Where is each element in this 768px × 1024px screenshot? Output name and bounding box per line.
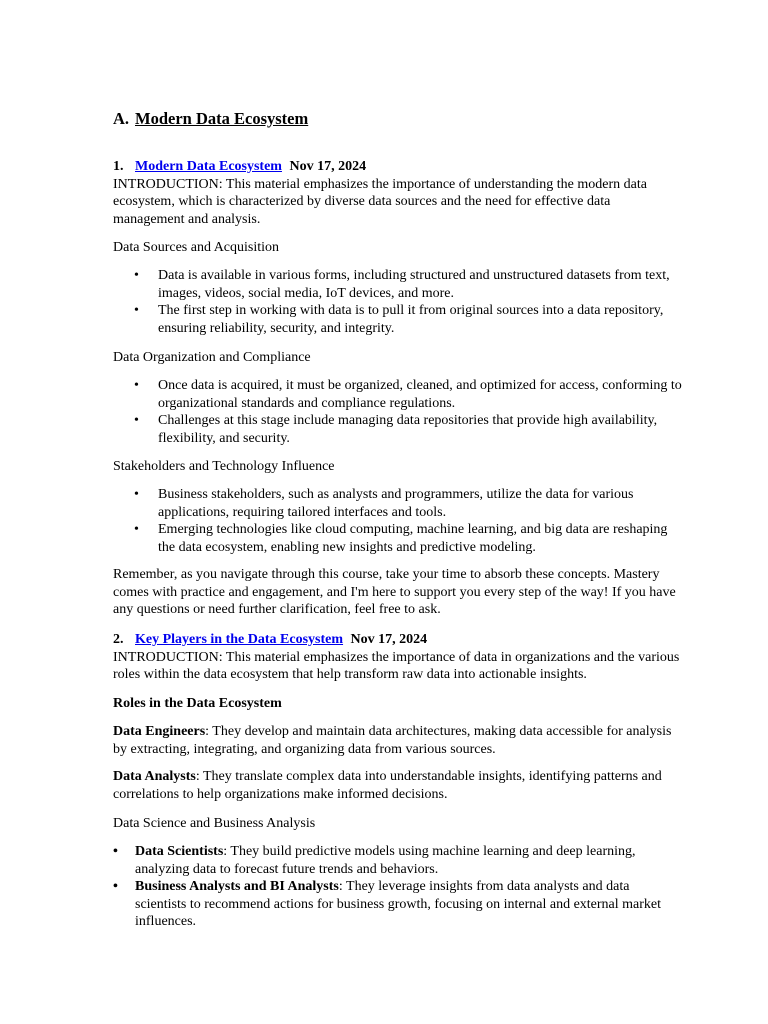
group-1-list bbox=[113, 267, 683, 337]
item-1 bbox=[113, 158, 683, 228]
list-item: • Data Scientists: They build predictive models using machine learning and deep learning, analyzing data to forecast future trends and behaviors. bbox=[113, 844, 636, 877]
group-1-heading: Data Sources and Acquisition bbox=[113, 240, 280, 255]
item-2 bbox=[113, 631, 683, 684]
list-item: • Challenges at this stage include managing data repositories that provide high availability, flexibility, and security. bbox=[134, 413, 658, 446]
science-list bbox=[113, 843, 683, 931]
item-2-link[interactable]: Key Players in the Data Ecosystem bbox=[135, 632, 344, 647]
item-1-number: 1. bbox=[113, 159, 124, 174]
item-2-intro: INTRODUCTION: This material emphasizes the importance of data in organizations and the various roles within the data ecosystem that help transform raw data into actionable insights. bbox=[113, 649, 680, 683]
list-item: • The first step in working with data is to pull it from original sources into a data repository, ensuring reliability, security, and integrity. bbox=[134, 303, 664, 336]
item-1-closing: Remember, as you navigate through this course, take your time to absorb these concepts. Mastery comes with practice and engagement, and I'm here to support you every step of the way! If you have any questions or need further clarification, feel free to ask. bbox=[113, 567, 676, 618]
role-data-analysts: Data Analysts: They translate complex data into understandable insights, identifying patterns and correlations to help organizations make informed decisions. bbox=[113, 769, 662, 802]
section-title: Modern Data Ecosystem bbox=[135, 109, 309, 128]
science-heading: Data Science and Business Analysis bbox=[113, 816, 316, 831]
section-heading bbox=[113, 109, 308, 129]
list-item: • Once data is acquired, it must be organized, cleaned, and optimized for access, conforming to organizational standards and compliance regulations. bbox=[134, 378, 682, 411]
group-3-list bbox=[113, 486, 683, 556]
item-1-heading bbox=[113, 158, 683, 176]
role-data-engineers: Data Engineers: They develop and maintain data architectures, making data accessible for analysis by extracting, integrating, and organizing data from various sources. bbox=[113, 724, 672, 757]
item-2-number: 2. bbox=[113, 632, 124, 647]
item-2-heading bbox=[113, 631, 683, 649]
section-letter: A. bbox=[113, 109, 130, 128]
item-2-date: Nov 17, 2024 bbox=[350, 632, 428, 647]
roles-heading: Roles in the Data Ecosystem bbox=[113, 696, 282, 711]
item-1-link[interactable]: Modern Data Ecosystem bbox=[135, 159, 282, 174]
list-item: • Emerging technologies like cloud computing, machine learning, and big data are reshaping the data ecosystem, enabling new insights and predictive modeling. bbox=[134, 522, 668, 555]
item-1-date: Nov 17, 2024 bbox=[289, 159, 367, 174]
list-item: • Business stakeholders, such as analysts and programmers, utilize the data for various applications, requiring tailored interfaces and tools. bbox=[134, 487, 634, 520]
list-item: • Business Analysts and BI Analysts: They leverage insights from data analysts and data scientists to recommend actions for business growth, focusing on internal and external market influences. bbox=[113, 879, 662, 930]
item-1-intro: INTRODUCTION: This material emphasizes the importance of understanding the modern data ecosystem, which is characterized by diverse data sources and the need for effective data management and analysis. bbox=[113, 176, 647, 227]
group-3-heading: Stakeholders and Technology Influence bbox=[113, 459, 335, 474]
list-item: • Data is available in various forms, including structured and unstructured datasets from text, images, videos, social media, IoT devices, and more. bbox=[134, 268, 670, 301]
group-2-heading: Data Organization and Compliance bbox=[113, 350, 311, 365]
group-2-list bbox=[113, 377, 683, 447]
